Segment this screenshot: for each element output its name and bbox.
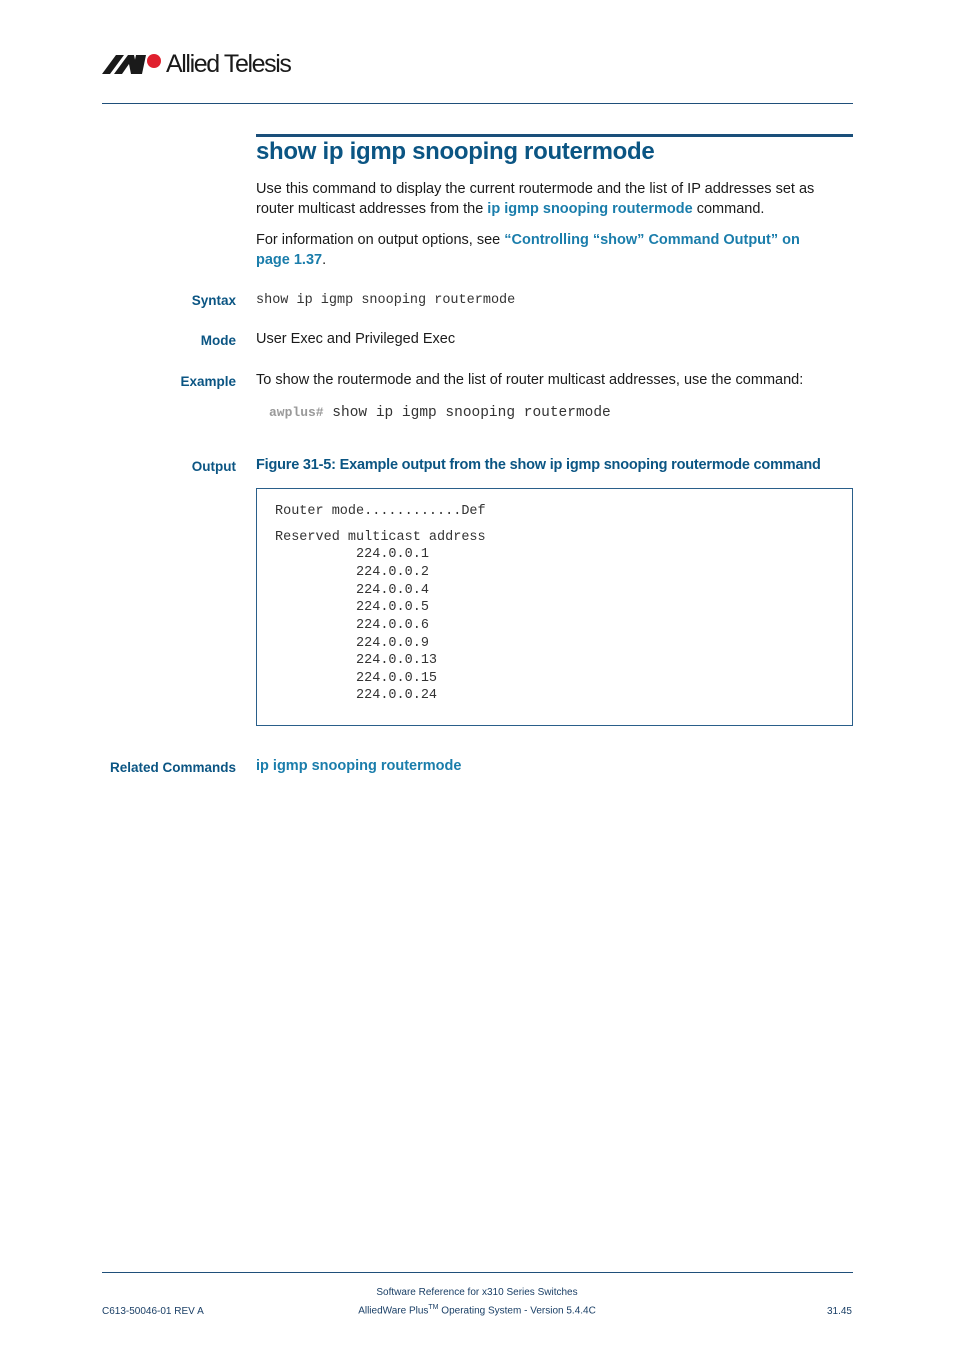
related-commands-label: Related Commands xyxy=(109,760,236,775)
output-label: Output xyxy=(191,459,236,474)
syntax-command: show ip igmp snooping routermode xyxy=(256,293,516,308)
output-box xyxy=(256,488,853,726)
output-options-page-link[interactable]: page 1.37 xyxy=(256,251,323,268)
footer-doc-id: C613-50046-01 REV A xyxy=(102,1306,204,1317)
footer-divider xyxy=(102,1272,853,1273)
footer-page-number: 31.45 xyxy=(826,1306,852,1317)
output-line: 224.0.0.1 xyxy=(275,547,429,562)
figure-caption: Figure 31-5: Example output from the show ip igmp snooping routermode command xyxy=(256,457,821,473)
output-line: 224.0.0.9 xyxy=(275,636,429,651)
output-line: 224.0.0.24 xyxy=(275,688,438,703)
output-line: 224.0.0.5 xyxy=(275,600,429,615)
intro-paragraph: Use this command to display the current routermode and the list of IP addresses set as router multicast addresses from the ip igmp snooping routermode command. xyxy=(256,181,815,217)
example-label: Example xyxy=(180,374,236,389)
mode-text: User Exec and Privileged Exec xyxy=(256,331,456,347)
output-line: Reserved multicast address xyxy=(275,530,486,545)
output-line: 224.0.0.4 xyxy=(275,583,429,598)
output-options-link[interactable]: “Controlling “show” Command Output” on xyxy=(504,232,800,248)
example-text: To show the routermode and the list of router multicast addresses, use the command: xyxy=(256,372,804,388)
output-line: Router mode............Def xyxy=(275,504,486,519)
allied-telesis-mark-icon xyxy=(102,52,164,76)
example-command-text: show ip igmp snooping routermode xyxy=(323,405,611,421)
footer-title: Software Reference for x310 Series Switches xyxy=(376,1287,578,1298)
logo-text: Allied Telesis xyxy=(166,50,291,78)
example-command xyxy=(269,405,611,421)
header-divider xyxy=(102,103,853,104)
syntax-label: Syntax xyxy=(191,293,236,308)
output-line: 224.0.0.2 xyxy=(275,565,429,580)
title-rule xyxy=(256,134,853,137)
intro-command-link[interactable]: ip igmp snooping routermode xyxy=(487,200,693,217)
info-paragraph: For information on output options, see “Controlling “show” Command Output” on page 1.37. xyxy=(256,232,800,268)
mode-label: Mode xyxy=(200,333,236,348)
footer-os-version: AlliedWare Plus™ Operating System - Version 5.4.4C xyxy=(358,1304,596,1317)
page-title: show ip igmp snooping routermode xyxy=(256,138,655,165)
output-line: 224.0.0.13 xyxy=(275,653,438,668)
output-line: 224.0.0.15 xyxy=(275,671,438,686)
related-command-link[interactable]: ip igmp snooping routermode xyxy=(256,758,462,774)
output-line: 224.0.0.6 xyxy=(275,618,429,633)
cli-prompt: awplus# xyxy=(269,405,324,420)
allied-telesis-logo xyxy=(102,50,302,82)
